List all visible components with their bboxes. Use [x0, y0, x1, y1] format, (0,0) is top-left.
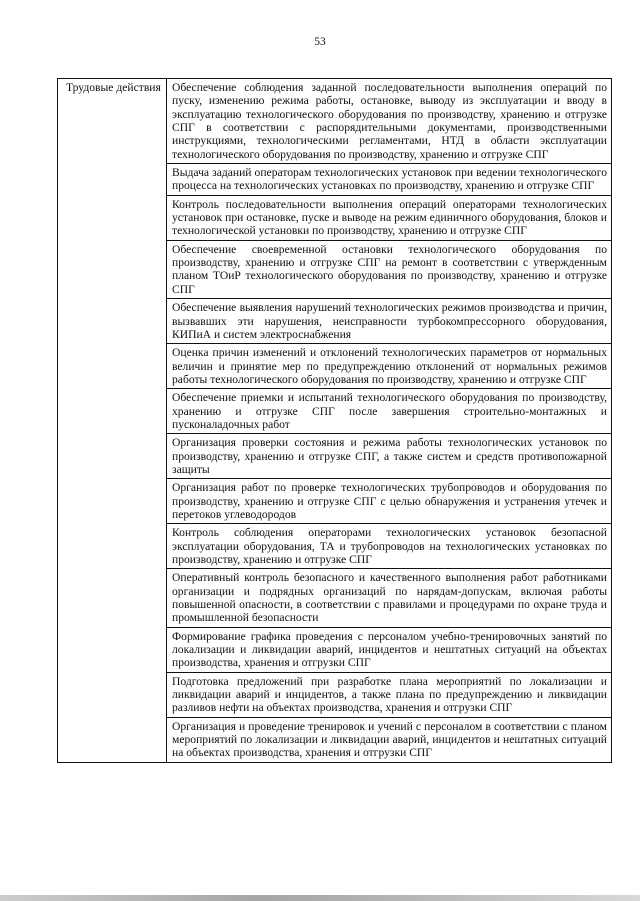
- table-cell: Оперативный контроль безопасного и качественного выполнения работ работниками организации и подрядных организаций по нарядам-допускам, включая работы повышенной опасности, в соответствии с правилами и процедурами по охране труда и промышленной безопасности: [167, 569, 612, 627]
- table-cell: Контроль последовательности выполнения операций операторами технологических установок при остановке, пуске и выводе на режим единичного оборудования, блоков и технологической установки по производству, хранению и отгрузке СПГ: [167, 195, 612, 240]
- table-cell: Организация работ по проверке технологических трубопроводов и оборудования по производству, хранению и отгрузке СПГ с целью обнаружения и устранения утечек и перетоков углеводородов: [167, 479, 612, 524]
- labor-actions-table: [57, 78, 612, 763]
- table-cell: Подготовка предложений при разработке плана мероприятий по локализации и ликвидации аварий и инцидентов, а также плана по предупреждению и ликвидации разливов нефти на объектах производства, хранения и отгрузки СПГ: [167, 672, 612, 717]
- table-cell: Формирование графика проведения с персоналом учебно-тренировочных занятий по локализации и ликвидации аварий, инцидентов и нештатных ситуаций на объектах производства, хранения и отгрузки СПГ: [167, 627, 612, 672]
- page-number: 53: [314, 36, 326, 48]
- scan-edge-shadow: [0, 895, 640, 901]
- table-cell: Контроль соблюдения операторами технологических установок безопасной эксплуатации оборудования, ТА и трубопроводов на технологических установках по производству, хранению и отгрузке СПГ: [167, 524, 612, 569]
- table-cell: Обеспечение своевременной остановки технологического оборудования по производству, хранению и отгрузке СПГ на ремонт в соответствии с утвержденным планом ТОиР технологического оборудования по производству, хранению и отгрузке СПГ: [167, 240, 612, 298]
- table-cell: Организация и проведение тренировок и учений с персоналом в соответствии с планом мероприятий по локализации и ликвидации аварий, инцидентов и нештатных ситуаций на объектах производства, хранения и отгрузки СПГ: [167, 717, 612, 762]
- table-row: [58, 79, 612, 164]
- table-cell: Выдача заданий операторам технологических установок при ведении технологического процесса на технологических установках по производству, хранению и отгрузке СПГ: [167, 164, 612, 196]
- table-cell: Оценка причин изменений и отклонений технологических параметров от нормальных величин и принятие мер по предупреждению отклонений от нормальных режимов работы технологического оборудования по производству, хранению и отгрузке СПГ: [167, 344, 612, 389]
- table-cell: Обеспечение приемки и испытаний технологического оборудования по производству, хранению и отгрузке СПГ после завершения строительно-монтажных и пусконаладочных работ: [167, 389, 612, 434]
- table-cell: Обеспечение выявления нарушений технологических режимов производства и причин, вызвавших эти нарушения, неисправности турбокомпрессорного оборудования, КИПиА и систем электроснабжения: [167, 299, 612, 344]
- table-cell: Обеспечение соблюдения заданной последовательности выполнения операций по пуску, изменению режима работы, остановке, выводу из эксплуатации и вводу в эксплуатацию технологического оборудования по производству, хранению и отгрузке СПГ в соответствии с распорядительными документами, производственными инструкциями, технологическими регламентами, НТД в области эксплуатации технологического оборудования по производству, хранению и отгрузке СПГ: [167, 79, 612, 164]
- table-cell: Организация проверки состояния и режима работы технологических установок по производству, хранению и отгрузке СПГ, а также систем и средств противопожарной защиты: [167, 434, 612, 479]
- row-label: Трудовые действия: [58, 79, 167, 763]
